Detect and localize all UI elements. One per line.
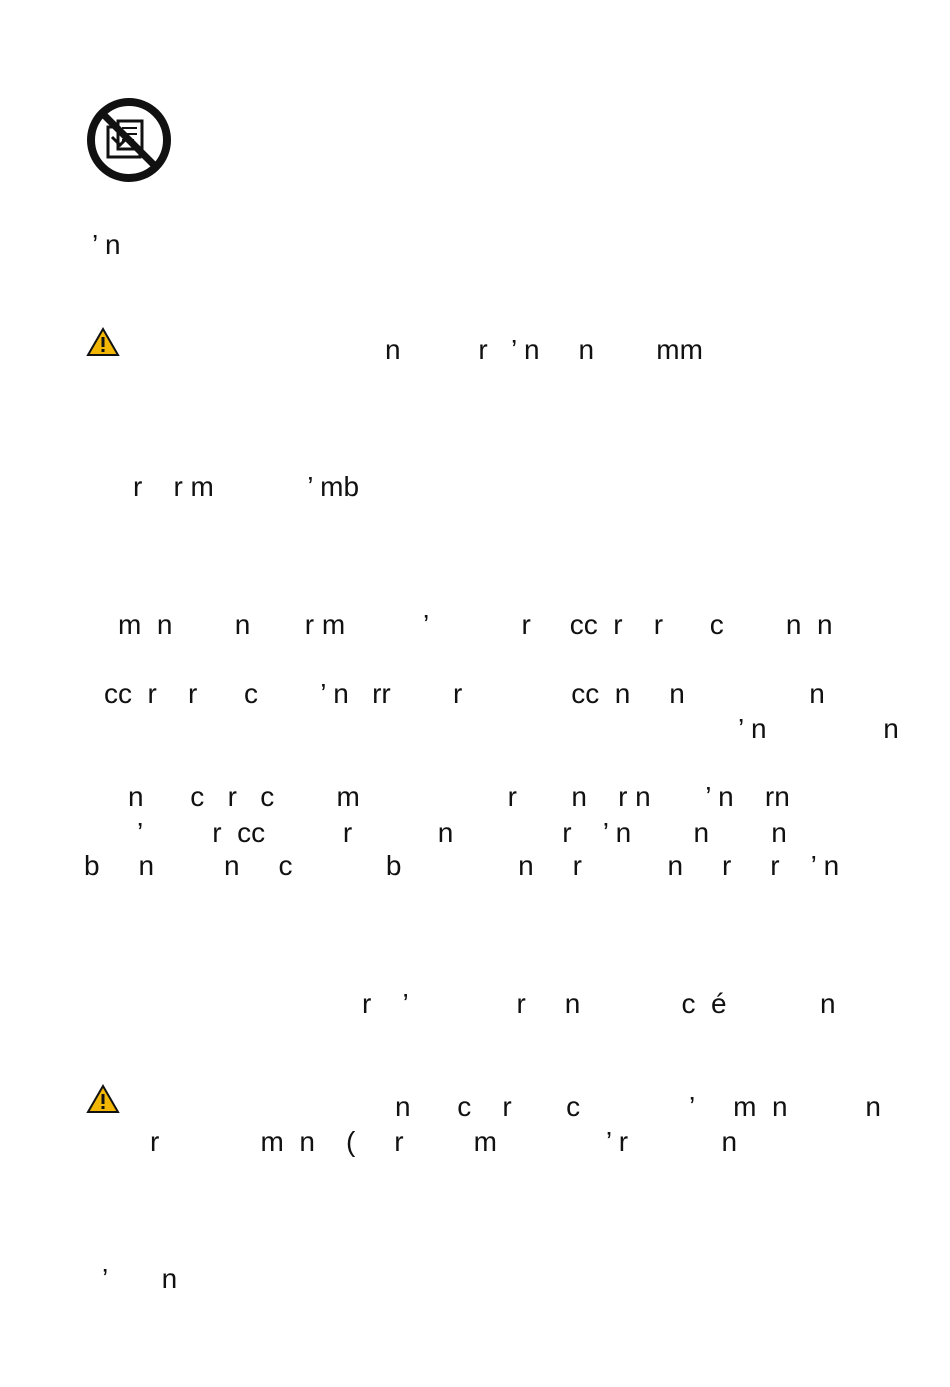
warning-text: r m n ( r m ’ r n [150, 1126, 738, 1157]
no-disassembly-icon [86, 97, 172, 183]
paragraph-line: b n n c b n r n r r ’ n [84, 850, 840, 881]
text-line: ’ n [102, 1263, 178, 1294]
paragraph-line: cc r r c ’ n rr r cc n n n [104, 678, 825, 709]
text-line: ’ n [92, 229, 121, 260]
paragraph-line: ’ r cc r n r ’ n n n [137, 817, 787, 848]
paragraph-line: n c r c m r n r n ’ n rn [128, 781, 790, 812]
paragraph-line: m n n r m ’ r cc r r c n n [118, 609, 833, 640]
warning-triangle-icon [86, 327, 120, 357]
text-line: r r m ’ mb [133, 471, 360, 502]
paragraph-line: ’ n n [738, 713, 899, 744]
warning-triangle-icon [86, 1084, 120, 1114]
warning-text: n c r c ’ m n n [395, 1091, 881, 1122]
text-line: r ’ r n c é n [362, 988, 836, 1019]
warning-text: n r ’ n n mm [385, 334, 703, 365]
